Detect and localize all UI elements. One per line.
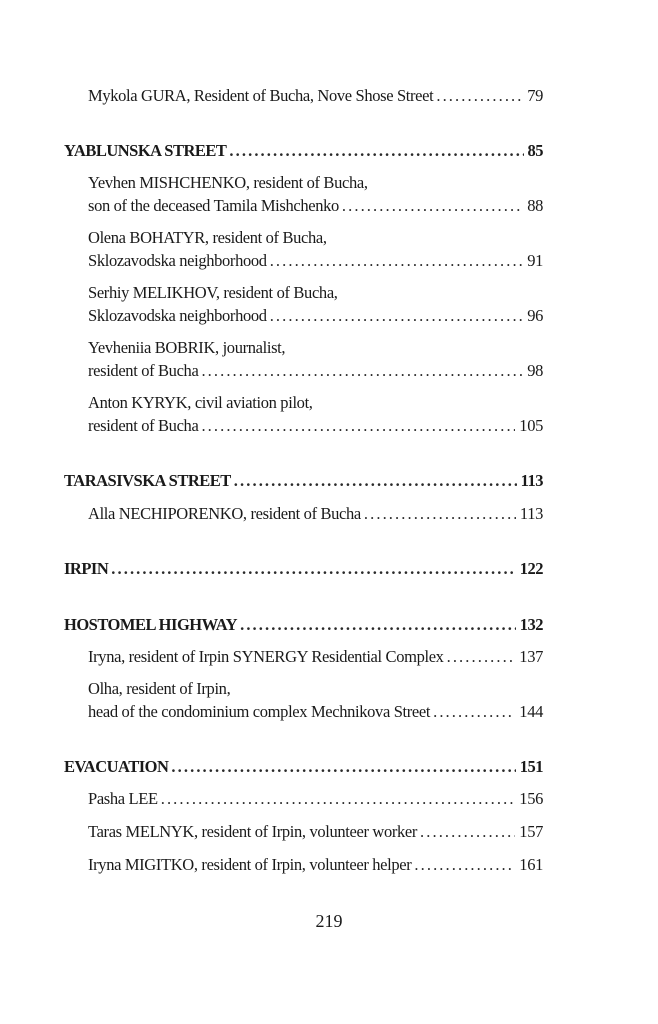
toc-entry-title: Sklozavodska neighborhood xyxy=(88,306,267,325)
toc-entry-title: Sklozavodska neighborhood xyxy=(88,251,267,270)
dot-leader xyxy=(240,614,516,636)
toc-entry-first-line xyxy=(88,172,543,194)
toc-entry-page: 91 xyxy=(527,251,543,270)
dot-leader xyxy=(171,756,515,778)
toc-entry-title: Yevheniia BOBRIK, journalist, xyxy=(88,338,286,357)
toc-entry xyxy=(88,788,543,810)
toc-entry-page: 144 xyxy=(519,702,543,721)
toc-entry xyxy=(88,646,543,668)
toc-entry-title: resident of Bucha xyxy=(88,416,199,435)
toc-entry-first-line xyxy=(88,227,543,249)
toc-entry-page: 98 xyxy=(527,361,543,380)
dot-leader xyxy=(270,305,524,327)
dot-leader xyxy=(447,646,516,668)
dot-leader xyxy=(364,503,516,525)
toc-entry-title: head of the condominium complex Mechnikova Street xyxy=(88,702,431,721)
dot-leader xyxy=(414,854,515,876)
toc-entry-title: Serhiy MELIKHOV, resident of Bucha, xyxy=(88,283,338,302)
toc-section-title: IRPIN xyxy=(64,559,109,578)
toc-entry-title: Alla NECHIPORENKO, resident of Bucha xyxy=(88,504,361,523)
toc-entry-first-line xyxy=(88,337,543,359)
toc-entry xyxy=(88,854,543,876)
toc-section-title: EVACUATION xyxy=(64,757,169,776)
toc-entry xyxy=(88,250,543,272)
toc-section-title: TARASIVSKA STREET xyxy=(64,471,231,490)
toc-entry-page: 88 xyxy=(527,196,543,215)
toc-entry-first-line xyxy=(88,392,543,414)
toc-entry-title: Anton KYRYK, civil aviation pilot, xyxy=(88,393,313,412)
toc-entry xyxy=(88,415,543,437)
dot-leader xyxy=(420,821,515,843)
toc-entry xyxy=(88,305,543,327)
toc-entry-title: Iryna, resident of Irpin SYNERGY Residential Complex xyxy=(88,647,444,666)
toc-entry xyxy=(88,195,543,217)
toc-entry-page: 157 xyxy=(519,822,543,841)
dot-leader xyxy=(229,140,523,162)
toc-entry xyxy=(88,701,543,723)
toc-entry xyxy=(88,503,543,525)
toc-entry-title: Taras MELNYK, resident of Irpin, volunteer worker xyxy=(88,822,418,841)
toc-section-page: 122 xyxy=(519,559,543,578)
toc-entry-first-line xyxy=(88,678,543,700)
toc-section-page: 151 xyxy=(519,757,543,776)
toc-entry xyxy=(88,85,543,107)
dot-leader xyxy=(234,470,517,492)
toc-entry-page: 113 xyxy=(519,504,543,523)
dot-leader xyxy=(111,558,515,580)
toc-section-heading xyxy=(64,614,543,636)
dot-leader xyxy=(161,788,516,810)
toc-entry-title: Yevhen MISHCHENKO, resident of Bucha, xyxy=(88,173,368,192)
toc-entry-page: 137 xyxy=(519,647,543,666)
toc-entry xyxy=(88,821,543,843)
toc-section-page: 85 xyxy=(527,141,543,160)
dot-leader xyxy=(433,701,515,723)
toc-entry-title: Mykola GURA, Resident of Bucha, Nove Shose Street xyxy=(88,86,434,105)
toc-entry-title: Pasha LEE xyxy=(88,789,158,808)
dot-leader xyxy=(270,250,524,272)
dot-leader xyxy=(201,360,523,382)
page-number: 219 xyxy=(315,911,343,931)
toc-entry-page: 161 xyxy=(519,855,543,874)
toc-entry-title: son of the deceased Tamila Mishchenko xyxy=(88,196,339,215)
dot-leader xyxy=(436,85,523,107)
toc-entry-title: resident of Bucha xyxy=(88,361,199,380)
toc-section-page: 132 xyxy=(519,615,543,634)
toc-section-heading xyxy=(64,558,543,580)
toc-section-page: 113 xyxy=(520,471,543,490)
toc-entry-page: 79 xyxy=(527,86,543,105)
toc-section-title: HOSTOMEL HIGHWAY xyxy=(64,615,238,634)
toc-section-heading xyxy=(64,140,543,162)
toc-section-title: YABLUNSKA STREET xyxy=(64,141,227,160)
toc-entry-title: Olena BOHATYR, resident of Bucha, xyxy=(88,228,327,247)
dot-leader xyxy=(342,195,523,217)
toc-section-heading xyxy=(64,756,543,778)
toc-entry-page: 156 xyxy=(519,789,543,808)
toc-entry-title: Olha, resident of Irpin, xyxy=(88,679,231,698)
toc-entry-page: 96 xyxy=(527,306,543,325)
toc-entry-page: 105 xyxy=(519,416,543,435)
toc-entry-first-line xyxy=(88,282,543,304)
dot-leader xyxy=(201,415,515,437)
toc-entry xyxy=(88,360,543,382)
toc-section-heading xyxy=(64,470,543,492)
toc-entry-title: Iryna MIGITKO, resident of Irpin, volunteer helper xyxy=(88,855,412,874)
